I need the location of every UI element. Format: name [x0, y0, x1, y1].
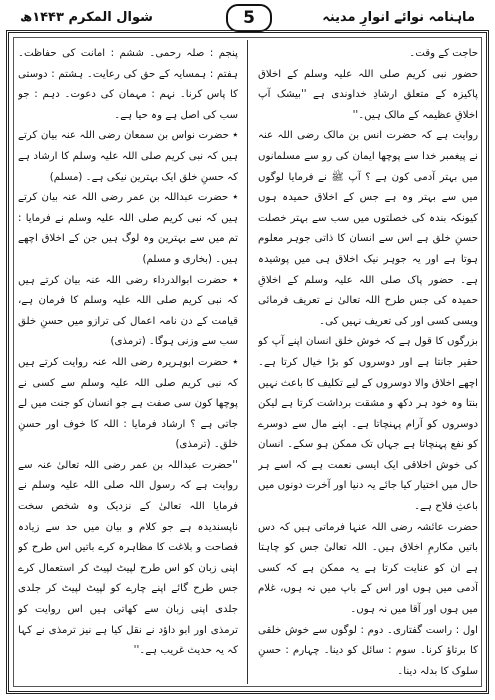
paragraph: بزرگوں کا قول ہے کہ خوش خلق انسان اپنے آپ کو حقیر جانتا ہے اور دوسروں کو بڑا خیال کرتا ہے۔ اچھے اخلاق والا دوسروں کے لیے تکلیف کا باعث نہیں بنتا وہ خود ہر دکھ و مشقت برداشت کرتا ہے لیکن دوسروں کو آرام پہنچاتا ہے۔ اپنے مال سے دوسرے کو نفع پہنچاتا ہے جہاں تک ممکن ہو سکے۔ انسان کی خوش اخلاقی ایک ایسی نعمت ہے کہ اسے ہر حال میں اختیار کیا جائے یہ دنیا اور آخرت دونوں میں باعثِ فلاح ہے۔ [258, 336, 478, 513]
paragraph: روایت ہے کہ حضرت انس بن مالک رضی اللہ عنہ نے پیغمبر خدا سے پوچھا ایمان کی رو سے مسلمانوں میں بہتر آدمی کون ہے ؟ آپ ﷺ نے فرمایا لوگوں میں سے بہتر وہ ہے جس کے اخلاق حمیدہ ہوں کیونکہ بندہ کی خصلتوں میں سب سے بہتر خصلت حسنِ خلق ہے اس سے انسان کا ذاتی جوہر معلوم ہوتا ہے اور یہ جوہر نیک اخلاق ہی میں پوشیدہ ہے۔ حضور پاک صلی اللہ علیہ وسلم کے اخلاقِ حمیدہ کی جس طرح اللہ تعالیٰ نے تعریف فرمائی ویسی کسی اور کی تعریف نہیں کی۔ [258, 130, 478, 327]
paragraph: ٭ حضرت ابوہریرہ رضی اللہ عنہ روایت کرتے ہیں کہ نبی کریم صلی اللہ علیہ وسلم سے کسی نے پوچھا کون سی صفت ہے جو انسان کو جنت میں لے جاتی ہے ؟ ارشاد فرمایا : اللہ کا خوف اور حسنِ خلق۔ (ترمذی) [18, 356, 238, 451]
magazine-title: ماہنامہ نوائے انوارِ مدینہ [322, 9, 475, 25]
paragraph: حضور نبی کریم صلی اللہ علیہ وسلم کے اخلاق پاکیزہ کے متعلق ارشادِ خداوندی ہے ''بیشک آپ اخلاقِ عظیمہ کے مالک ہیں۔'' [258, 68, 478, 121]
page-number: 5 [226, 4, 272, 32]
paragraph: حاجت کے وقت۔ [409, 48, 478, 59]
paragraph: ٭ حضرت نواس بن سمعان رضی اللہ عنہ بیان کرتے ہیں کہ نبی کریم صلی اللہ علیہ وسلم کا ارشاد ہے کہ حسنِ خلق ایک بہترین نیکی ہے۔ (مسلم) [18, 130, 238, 183]
paragraph: حضرت عائشہ رضی اللہ عنہا فرماتی ہیں کہ دس باتیں مکارمِ اخلاق ہیں۔ اللہ تعالیٰ جس کو چاہتا ہے ان کو عنایت کرتا ہے یہ ممکن ہے کہ کسی آدمی میں ہوں اور اس کے باپ میں نہ ہوں، غلام میں ہوں اور آقا میں نہ ہوں۔ [258, 521, 478, 616]
paragraph: پنجم : صلہ رحمی۔ ششم : امانت کی حفاظت۔ ہفتم : ہمسایہ کے حق کی رعایت۔ ہشتم : دوستی کا پاس کرنا۔ نہم : مہمان کی دعوت۔ دہم : جو سب کی اصل ہے وہ حیا ہے۔ [18, 48, 238, 121]
issue-date: شوال المکرم ۱۴۴۳ھ [20, 9, 153, 25]
column-divider [247, 40, 248, 684]
paragraph: ٭ حضرت عبداللہ بن عمر رضی اللہ عنہ بیان کرتے ہیں کہ نبی کریم صلی اللہ علیہ وسلم نے فرمایا : تم میں سے بہترین وہ لوگ ہیں جن کے اخلاق اچھے ہیں۔ (بخاری و مسلم) [18, 192, 238, 265]
paragraph: اول : راست گفتاری۔ دوم : لوگوں سے خوش خلقی کا برتاؤ کرنا۔ سوم : سائل کو دینا۔ چہارم : حسنِ سلوک کا بدلہ دینا۔ [258, 624, 478, 677]
right-column [258, 44, 478, 684]
paragraph: ''حضرت عبداللہ بن عمر رضی اللہ تعالیٰ عنہ سے روایت ہے کہ رسول اللہ صلی اللہ علیہ وسلم نے فرمایا اللہ تعالیٰ کے نزدیک وہ شخص سخت ناپسندیدہ ہے جو کلام و بیان میں حد سے زیادہ فصاحت و بلاغت کا مظاہرہ کرے باتیں اس طرح کو اپنی زبان کو اس طرح لپیٹ لپیٹ کر استعمال کرے جس طرح گائے اپنے چارے کو لپیٹ لپیٹ کر جلدی جلدی اپنی زبان سے کھاتی ہیں اس روایت کو ترمذی اور ابو داؤد نے نقل کیا ہے نیز ترمذی نے کہا کہ یہ حدیث غریب ہے۔'' [18, 459, 238, 657]
left-column [18, 44, 238, 684]
paragraph: ٭ حضرت ابوالدرداء رضی اللہ عنہ بیان کرتے ہیں کہ نبی کریم صلی اللہ علیہ وسلم کا فرمان ہے، قیامت کے دن نامہ اعمال کی ترازو میں حسنِ خلق سب سے وزنی ہوگا۔ (ترمذی) [18, 274, 238, 348]
